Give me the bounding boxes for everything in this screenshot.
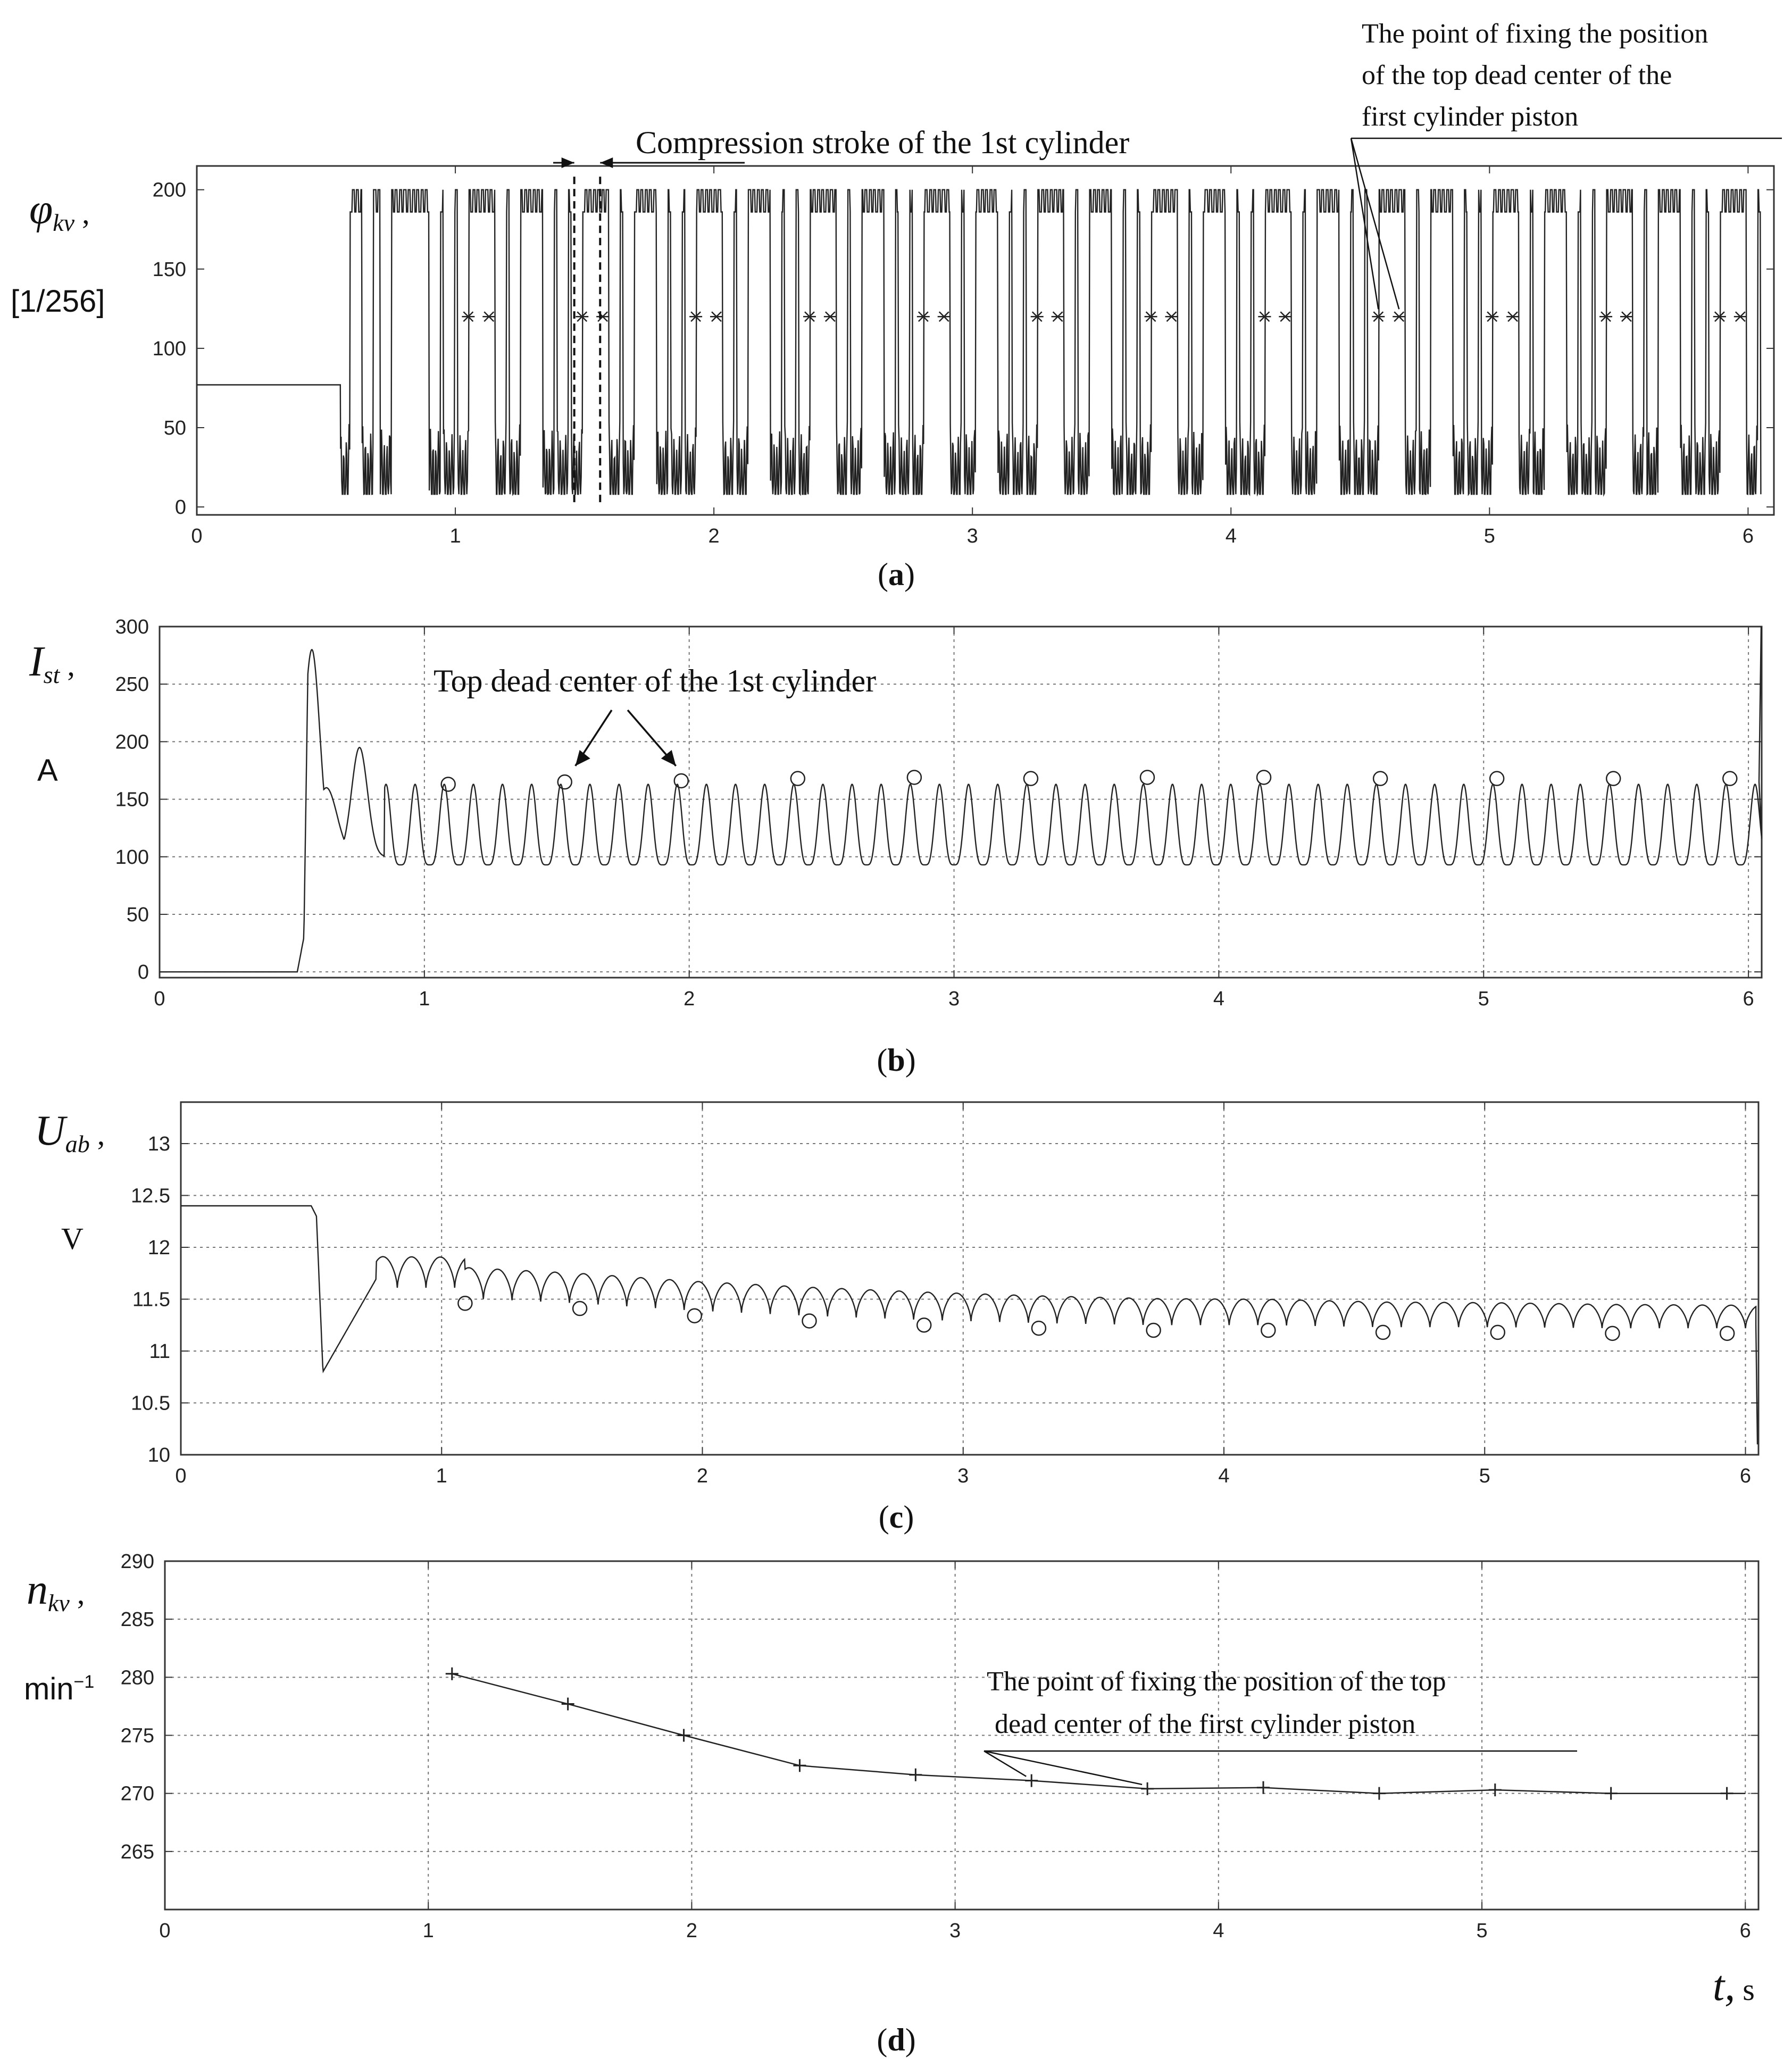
y-axis-unit-sup: −1	[73, 1672, 95, 1692]
tdc-circle-marker	[1491, 1326, 1505, 1339]
y-axis-unit-text: [1/256]	[11, 284, 105, 319]
tdc-circle-marker	[791, 772, 805, 786]
y-tick-label: 285	[120, 1608, 154, 1631]
data-point-marker	[1489, 1783, 1502, 1796]
panel-label-paren: )	[905, 1043, 916, 1078]
x-axis-symbol: t,	[1713, 1963, 1736, 2010]
x-tick-label: 0	[175, 1465, 187, 1487]
y-axis-unit	[11, 284, 105, 319]
data-point-marker	[1257, 1781, 1270, 1794]
tdc-star-marker	[1506, 312, 1519, 321]
x-tick-label: 2	[696, 1465, 709, 1487]
tdc-circle-marker	[1032, 1321, 1046, 1335]
x-tick-label: 1	[419, 988, 430, 1010]
annotation-tdc-fix-line: dead center of the first cylinder piston	[995, 1709, 1416, 1739]
y-tick-label: 12.5	[131, 1185, 170, 1207]
compression-bracket	[574, 174, 601, 502]
y-tick-label: 300	[115, 616, 149, 638]
y-tick-label: 11.5	[132, 1288, 170, 1311]
y-tick-label: 10	[147, 1444, 170, 1466]
panel-label-letter: a	[888, 557, 904, 592]
x-tick-label: 0	[159, 1920, 171, 1942]
panel-label	[877, 2022, 915, 2057]
y-tick-label: 290	[120, 1550, 154, 1573]
x-tick-label: 0	[191, 525, 203, 547]
tdc-circle-marker	[1024, 772, 1038, 786]
y-axis-label	[29, 638, 75, 688]
panel-label-letter: b	[887, 1043, 905, 1078]
x-tick-label: 4	[1225, 525, 1237, 547]
y-tick-label: 150	[115, 788, 149, 811]
panel-label-letter: d	[887, 2022, 905, 2057]
tdc-circle-marker	[1376, 1326, 1390, 1339]
data-point-marker	[678, 1729, 690, 1742]
data-point-marker	[1721, 1787, 1733, 1800]
x-tick-label: 3	[966, 525, 978, 547]
panel-label-paren: )	[904, 557, 915, 592]
tdc-circle-marker	[802, 1314, 816, 1328]
y-axis-unit-text: min	[24, 1672, 74, 1706]
y-axis-label	[27, 1566, 85, 1616]
x-tick-label: 6	[1739, 1920, 1751, 1942]
panel-label	[879, 1499, 914, 1535]
data-point-marker	[446, 1668, 459, 1680]
data-point-marker	[909, 1769, 922, 1781]
x-tick-label: 2	[708, 525, 720, 547]
y-tick-label: 0	[137, 961, 149, 984]
y-axis-symbol: I	[29, 638, 44, 685]
y-axis-separator: ,	[77, 1576, 85, 1611]
panel-label-paren: )	[905, 2022, 916, 2057]
y-axis-unit	[37, 753, 58, 788]
x-tick-label: 6	[1742, 525, 1754, 547]
tdc-circle-marker	[907, 770, 921, 784]
y-axis-subscript: st	[43, 661, 60, 688]
tdc-circle-marker	[674, 774, 688, 788]
y-tick-label: 250	[115, 673, 149, 696]
x-tick-label: 5	[1478, 988, 1489, 1010]
x-tick-label: 1	[436, 1465, 447, 1487]
annotation-tdc-fix-line: The point of fixing the position of the top	[987, 1666, 1446, 1697]
y-tick-label: 200	[152, 179, 186, 202]
tdc-circle-marker	[1606, 772, 1620, 786]
x-tick-label: 1	[422, 1920, 434, 1942]
y-axis-symbol: n	[27, 1566, 48, 1613]
plot-frame	[160, 627, 1762, 978]
tdc-circle-marker	[688, 1309, 702, 1323]
annotation-tdc: Top dead center of the 1st cylinder	[434, 663, 877, 698]
y-axis-symbol: U	[35, 1107, 65, 1154]
annotation-tdc-fix-line: of the top dead center of the	[1362, 60, 1672, 90]
y-tick-label: 270	[120, 1782, 154, 1805]
y-axis-separator: ,	[67, 648, 75, 682]
tdc-star-marker	[482, 312, 495, 321]
tdc-circle-marker	[1261, 1323, 1275, 1337]
y-tick-label: 10.5	[131, 1392, 170, 1415]
x-tick-label: 4	[1213, 1920, 1224, 1942]
data-point-marker	[1025, 1774, 1038, 1787]
tdc-star-marker	[1165, 312, 1178, 321]
panel-label-letter: c	[889, 1499, 904, 1535]
panel-label-paren: (	[878, 1499, 889, 1535]
y-tick-label: 0	[174, 496, 186, 519]
x-tick-label: 0	[154, 988, 165, 1010]
data-point-marker	[793, 1759, 806, 1772]
panel-4	[24, 1550, 1758, 2057]
x-tick-label: 4	[1218, 1465, 1230, 1487]
y-tick-label: 100	[152, 337, 186, 360]
tdc-circle-marker	[1373, 772, 1387, 786]
y-axis-separator: ,	[97, 1117, 105, 1152]
y-tick-label: 275	[120, 1724, 154, 1747]
x-axis-label	[1713, 1963, 1755, 2010]
panel-label-paren: (	[878, 557, 888, 592]
y-tick-label: 200	[115, 731, 149, 754]
x-tick-label: 4	[1213, 988, 1224, 1010]
x-tick-label: 5	[1479, 1465, 1490, 1487]
tdc-circle-marker	[917, 1318, 931, 1332]
y-tick-label: 50	[126, 903, 149, 926]
y-axis-unit	[61, 1221, 84, 1256]
y-tick-label: 150	[152, 258, 186, 281]
tdc-circle-marker	[1140, 770, 1154, 784]
tdc-star-marker	[824, 312, 837, 321]
panel-label-paren: (	[877, 1043, 888, 1078]
x-tick-label: 6	[1743, 988, 1754, 1010]
y-axis-symbol: φ	[29, 186, 53, 233]
data-point-marker	[1373, 1787, 1386, 1800]
x-tick-label: 2	[686, 1920, 697, 1942]
tdc-circle-marker	[1257, 770, 1271, 784]
tdc-star-marker	[1393, 312, 1405, 321]
panel-1	[11, 19, 1782, 592]
tdc-star-marker	[938, 312, 951, 321]
tdc-circle-marker	[1490, 772, 1504, 786]
y-tick-label: 50	[163, 417, 186, 439]
annotation-tdc-fix-line: first cylinder piston	[1362, 102, 1579, 132]
x-axis-unit: s	[1743, 1972, 1755, 2007]
annotation-tdc-fix-line: The point of fixing the position	[1362, 19, 1708, 49]
x-tick-label: 5	[1483, 525, 1495, 547]
panel-label	[878, 557, 915, 592]
annotation-compression-stroke: Compression stroke of the 1st cylinder	[636, 125, 1130, 160]
tdc-circle-marker	[1605, 1327, 1619, 1340]
y-tick-label: 265	[120, 1840, 154, 1863]
y-axis-unit-text: V	[61, 1221, 84, 1256]
y-tick-label: 100	[115, 846, 149, 869]
y-tick-label: 13	[147, 1133, 170, 1155]
series-line	[197, 190, 1761, 495]
tdc-star-marker	[596, 312, 609, 321]
annotation-leader	[1351, 138, 1399, 309]
x-tick-label: 3	[949, 1920, 961, 1942]
y-axis-label	[35, 1107, 105, 1157]
x-tick-label: 3	[948, 988, 960, 1010]
data-point-marker	[1605, 1787, 1618, 1800]
x-tick-label: 6	[1739, 1465, 1752, 1487]
tdc-circle-marker	[1723, 772, 1737, 786]
panel-label-paren: (	[877, 2022, 888, 2057]
y-axis-subscript: kv	[48, 1589, 70, 1616]
x-tick-label: 1	[449, 525, 461, 547]
y-axis-unit	[24, 1672, 94, 1706]
y-tick-label: 280	[120, 1666, 154, 1689]
x-tick-label: 5	[1476, 1920, 1488, 1942]
tdc-star-marker	[1279, 312, 1291, 321]
x-tick-label: 2	[684, 988, 695, 1010]
tdc-star-marker	[710, 312, 723, 321]
y-tick-label: 12	[147, 1237, 170, 1259]
y-axis-subscript: ab	[65, 1130, 90, 1157]
x-tick-label: 3	[957, 1465, 969, 1487]
panel-3	[35, 1102, 1758, 1535]
y-axis-separator: ,	[82, 196, 90, 230]
tdc-circle-marker	[558, 775, 572, 789]
tdc-star-marker	[1620, 312, 1633, 321]
y-axis-subscript: kv	[53, 209, 75, 236]
y-axis-unit-text: A	[37, 753, 58, 788]
panel-label-paren: )	[903, 1499, 914, 1535]
plot-frame	[181, 1102, 1758, 1455]
panel-label	[877, 1043, 915, 1078]
series-line	[181, 1206, 1757, 1445]
tdc-circle-marker	[573, 1302, 587, 1315]
tdc-star-marker	[1734, 312, 1747, 321]
tdc-circle-marker	[458, 1296, 472, 1310]
y-tick-label: 11	[149, 1340, 170, 1363]
tdc-circle-marker	[1720, 1327, 1734, 1340]
y-axis-label	[29, 186, 90, 236]
panel-2	[29, 616, 1762, 1078]
data-point-marker	[562, 1698, 574, 1711]
arrowhead	[576, 750, 590, 766]
tdc-star-marker	[1052, 312, 1064, 321]
tdc-circle-marker	[1147, 1323, 1161, 1337]
